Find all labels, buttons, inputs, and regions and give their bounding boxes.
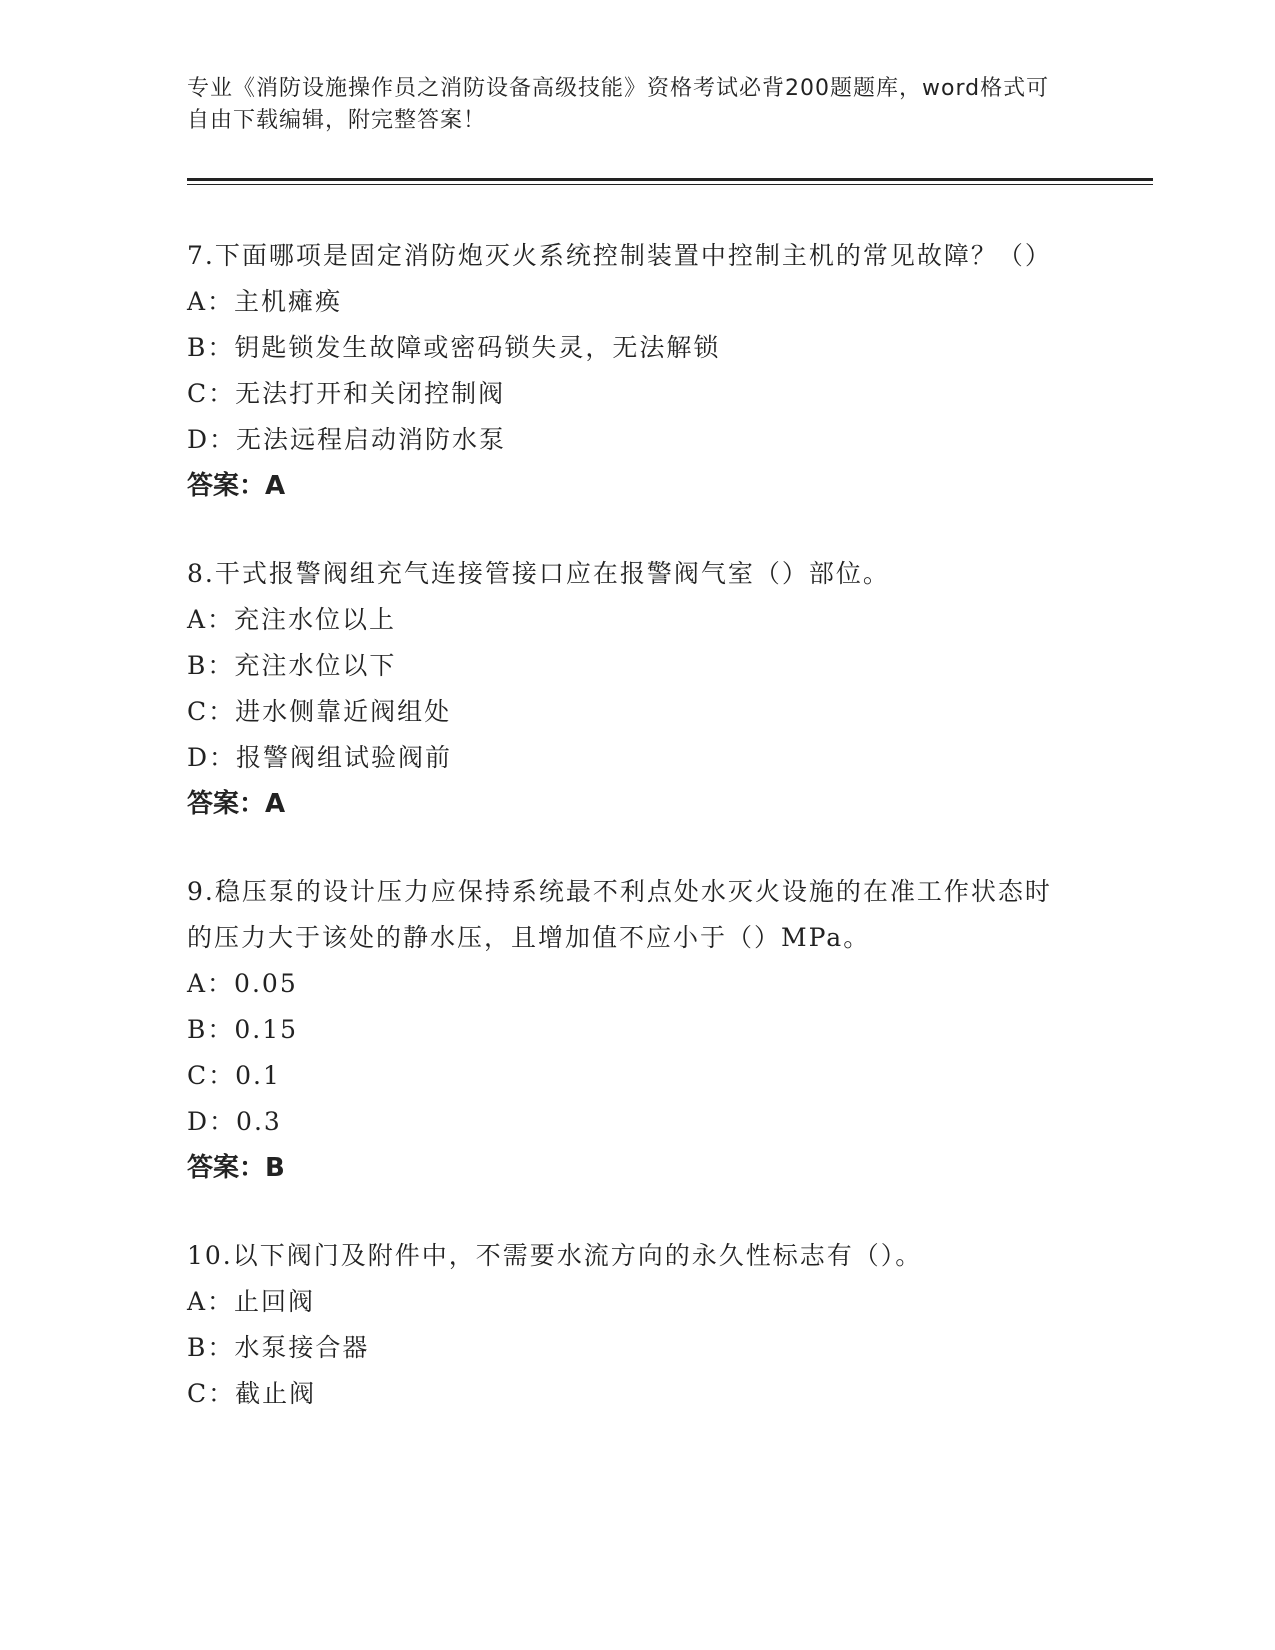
option-d: D：无法远程启动消防水泵 bbox=[187, 425, 507, 454]
answer: 答案：B bbox=[187, 1153, 285, 1183]
question-text: 10.以下阀门及附件中，不需要水流方向的永久性标志有（）。 bbox=[187, 1241, 923, 1270]
option-b: B：0.15 bbox=[187, 1015, 299, 1044]
question-text: 8.干式报警阀组充气连接管接口应在报警阀气室（）部位。 bbox=[187, 559, 890, 588]
option-c: C：进水侧靠近阀组处 bbox=[187, 697, 452, 726]
option-a: A：主机瘫痪 bbox=[187, 287, 343, 316]
header-divider-thin bbox=[187, 184, 1153, 185]
question-10 bbox=[187, 1233, 1067, 1417]
header-divider-thick bbox=[187, 178, 1153, 181]
answer: 答案：A bbox=[187, 789, 286, 819]
option-b: B：钥匙锁发生故障或密码锁失灵，无法解锁 bbox=[187, 333, 721, 362]
document-intro: 专业《消防设施操作员之消防设备高级技能》资格考试必背200题题库，word格式可自由下载编辑，附完整答案！ bbox=[187, 76, 1050, 133]
option-a: A：充注水位以上 bbox=[187, 605, 397, 634]
option-b: B：充注水位以下 bbox=[187, 651, 397, 680]
question-text: 7.下面哪项是固定消防炮灭火系统控制装置中控制主机的常见故障？（） bbox=[187, 241, 1052, 270]
question-9 bbox=[187, 869, 1067, 1191]
question-7 bbox=[187, 233, 1067, 509]
option-d: D：报警阀组试验阀前 bbox=[187, 743, 453, 772]
option-a: A：止回阀 bbox=[187, 1287, 316, 1316]
option-c: C：截止阀 bbox=[187, 1379, 317, 1408]
option-b: B：水泵接合器 bbox=[187, 1333, 370, 1362]
answer: 答案：A bbox=[187, 471, 286, 501]
question-text: 9.稳压泵的设计压力应保持系统最不利点处水灭火设施的在准工作状态时的压力大于该处的静水压，且增加值不应小于（）MPa。 bbox=[187, 877, 1052, 952]
question-list bbox=[187, 233, 1067, 1459]
option-c: C：无法打开和关闭控制阀 bbox=[187, 379, 506, 408]
option-d: D：0.3 bbox=[187, 1107, 282, 1136]
option-a: A：0.05 bbox=[187, 969, 298, 998]
question-8 bbox=[187, 551, 1067, 827]
option-c: C：0.1 bbox=[187, 1061, 281, 1090]
